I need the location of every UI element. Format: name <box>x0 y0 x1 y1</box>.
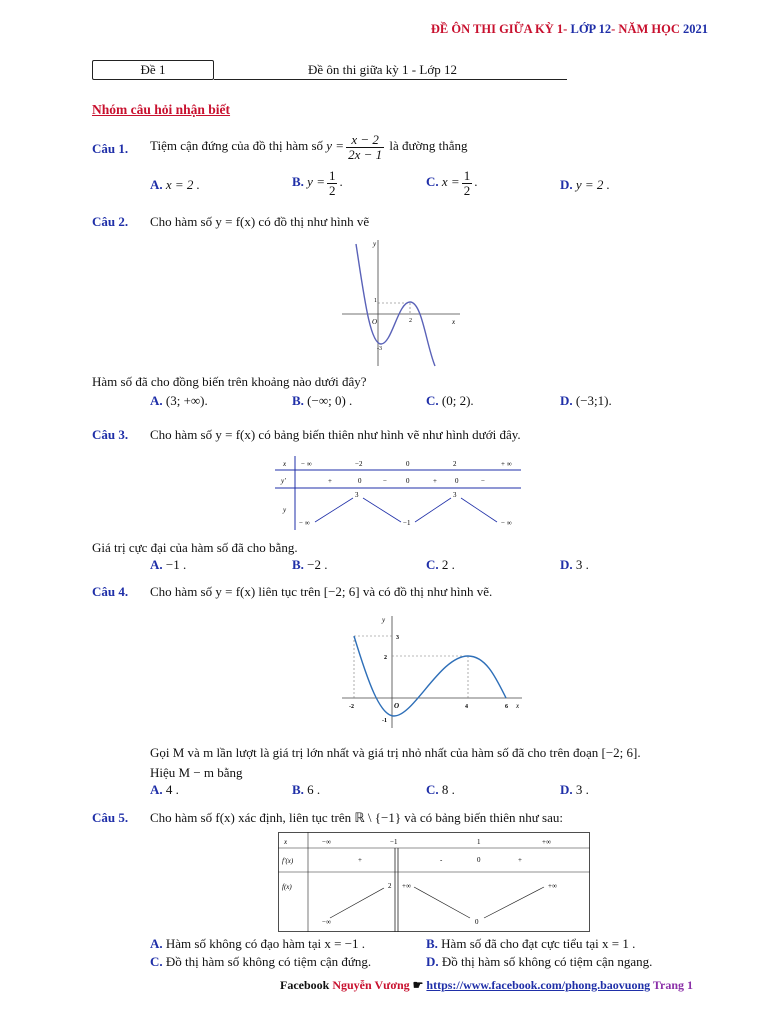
option-text: 6 . <box>307 782 321 797</box>
option-text: (−∞; 0) . <box>307 393 353 408</box>
q4-label: Câu 4. <box>92 584 129 599</box>
option-letter: C. <box>426 393 439 408</box>
option-text: Đồ thị hàm số không có tiệm cận ngang. <box>441 954 653 969</box>
row-label-yprime: y' <box>281 477 286 485</box>
option-text: 3 . <box>575 782 589 797</box>
q4-question-line1: Gọi M và m lần lượt là giá trị lớn nhất và giá trị nhỏ nhất của hàm số đã cho trên đoạn [−2; 6]. <box>150 745 641 760</box>
f-value: 0 <box>475 918 479 926</box>
tick-label: 1 <box>374 298 377 304</box>
footer-page-number: Trang 1 <box>650 978 694 992</box>
tick-label: -3 <box>377 346 382 352</box>
q2-option-a <box>150 393 208 409</box>
header-prefix: ĐỀ ÔN THI GIỮA KỲ 1- <box>430 22 571 36</box>
sign: 0 <box>358 477 362 485</box>
option-letter: A. <box>150 177 163 192</box>
option-text: −1 . <box>165 557 187 572</box>
frac-den: 2 <box>463 182 471 198</box>
tick-label: 4 <box>465 704 468 710</box>
option-letter: B. <box>292 174 304 189</box>
arrow <box>315 498 353 522</box>
option-letter: B. <box>426 936 438 951</box>
q2-option-b <box>292 393 352 409</box>
footer-prefix: Facebook <box>280 978 333 992</box>
sign: − <box>481 477 485 485</box>
q2-text: Cho hàm số y = f(x) có đồ thị như hình vẽ <box>150 214 370 229</box>
tick-label: 3 <box>396 635 399 641</box>
origin-label: O <box>394 702 400 710</box>
title-underline <box>214 79 567 80</box>
f-value: 2 <box>388 882 392 890</box>
q1-option-b: B. y = $\frac{1}{2}$ . <box>292 167 343 198</box>
origin-label: O <box>372 318 378 326</box>
y-axis-label: y <box>373 240 377 248</box>
sign: + <box>433 477 437 485</box>
q1-label: Câu 1. <box>92 141 129 156</box>
q1-fraction <box>346 133 384 161</box>
option-letter: B. <box>292 557 304 572</box>
y-value: 3 <box>355 491 359 499</box>
q5-option-d <box>426 954 652 970</box>
q3-question: Giá trị cực đại của hàm số đã cho bằng. <box>92 540 298 555</box>
option-text: y = 2 . <box>575 177 610 192</box>
q5-option-c <box>150 954 371 970</box>
q1-func-den: 2x − 1 <box>348 146 383 162</box>
option-letter: A. <box>150 557 163 572</box>
q4-graph <box>336 612 526 730</box>
option-letter: C. <box>150 954 163 969</box>
q1-b-fraction <box>327 169 338 197</box>
option-letter: C. <box>426 557 439 572</box>
sign: 0 <box>406 477 410 485</box>
option-letter: A. <box>150 393 163 408</box>
q4-question-line2: Hiệu M − m bằng <box>150 765 243 780</box>
option-text: (3; +∞). <box>165 393 208 408</box>
option-text: Hàm số đã cho đạt cực tiểu tại x = 1 . <box>441 936 636 951</box>
x-value: 0 <box>406 460 410 468</box>
q5-label: Câu 5. <box>92 810 129 825</box>
q1-func-lhs: y = <box>326 138 345 153</box>
row-label-x: x <box>284 838 288 846</box>
pointing-hand-icon: ☛ <box>409 978 427 992</box>
option-letter: B. <box>292 393 304 408</box>
tick-label: -2 <box>349 704 354 710</box>
option-letter: B. <box>292 782 304 797</box>
q1-func-num: x − 2 <box>346 133 384 148</box>
q2-graph <box>340 236 465 368</box>
option-letter: D. <box>560 393 573 408</box>
sign: 0 <box>477 856 481 864</box>
x-value: +∞ <box>542 838 551 846</box>
sign: − <box>383 477 387 485</box>
q5-variation-table <box>278 832 590 932</box>
row-label-fprime: f'(x) <box>282 857 294 865</box>
y-value: −1 <box>403 519 411 527</box>
sign: + <box>518 856 522 864</box>
option-text: x = 2 . <box>165 177 200 192</box>
tick-label: 2 <box>409 318 412 324</box>
x-axis-label: x <box>516 702 520 710</box>
option-letter: A. <box>150 936 163 951</box>
option-text: 8 . <box>441 782 455 797</box>
header-grade: LỚP 12 <box>570 22 612 36</box>
q3-variation-table <box>275 452 523 532</box>
q1-option-d <box>560 177 610 193</box>
tick-label: -1 <box>382 718 387 724</box>
q2-option-c <box>426 393 474 409</box>
tick-label: 2 <box>384 655 387 661</box>
table-border <box>279 833 590 932</box>
option-text: y = <box>307 174 325 189</box>
exam-number-box: Đề 1 <box>92 60 214 80</box>
option-letter: C. <box>426 782 439 797</box>
doc-title: Đề ôn thi giữa kỳ 1 - Lớp 12 <box>308 62 457 77</box>
q1-text-a: Tiệm cận đứng của đồ thị hàm số <box>150 138 324 153</box>
option-text: 2 . <box>441 557 455 572</box>
x-value: 2 <box>453 460 457 468</box>
q3-option-c <box>426 557 455 573</box>
page-footer <box>280 978 693 993</box>
arrow <box>461 498 497 522</box>
sign: 0 <box>455 477 459 485</box>
y-value: − ∞ <box>299 519 310 527</box>
q5-option-a <box>150 936 365 952</box>
f-value: +∞ <box>548 882 557 890</box>
sign: - <box>440 856 443 864</box>
row-label-x: x <box>283 460 287 468</box>
q3-option-a <box>150 557 186 573</box>
function-curve <box>354 636 506 716</box>
q3-option-d <box>560 557 589 573</box>
x-value: − ∞ <box>301 460 312 468</box>
arrow <box>414 887 470 918</box>
q4-option-d <box>560 782 589 798</box>
option-text: Hàm số không có đạo hàm tại x = −1 . <box>165 936 366 951</box>
section-title: Nhóm câu hỏi nhận biết <box>92 102 231 117</box>
option-letter: D. <box>560 557 573 572</box>
y-value: − ∞ <box>501 519 512 527</box>
q4-text: Cho hàm số y = f(x) liên tục trên [−2; 6] và có đồ thị như hình vẽ. <box>150 584 493 599</box>
y-axis-label: y <box>382 616 386 624</box>
row-label-y: y <box>283 506 287 514</box>
option-letter: C. <box>426 174 439 189</box>
option-text: (0; 2). <box>441 393 474 408</box>
q5-option-b <box>426 936 635 952</box>
q1-option-c: C. x = $\frac{1}{2}$ . <box>426 167 478 198</box>
y-value: 3 <box>453 491 457 499</box>
page-header <box>431 22 708 37</box>
q4-option-b <box>292 782 320 798</box>
sign: + <box>358 856 362 864</box>
q3-option-b <box>292 557 328 573</box>
row-label-f: f(x) <box>282 883 292 891</box>
x-value: 1 <box>477 838 481 846</box>
tick-label: 6 <box>505 704 508 710</box>
option-text: x = <box>441 174 460 189</box>
x-value: −2 <box>355 460 363 468</box>
header-year: 2021 <box>683 22 708 36</box>
footer-link[interactable]: https://www.facebook.com/phong.baovuong <box>426 978 651 992</box>
q1-option-a <box>150 177 200 193</box>
frac-num: 1 <box>328 167 336 183</box>
option-letter: D. <box>560 782 573 797</box>
frac-num: 1 <box>463 167 471 183</box>
q1-text-b: là đường thẳng <box>389 138 468 153</box>
q1-c-fraction <box>462 169 473 197</box>
q2-option-d <box>560 393 612 409</box>
option-letter: A. <box>150 782 163 797</box>
q2-question: Hàm số đã cho đồng biến trên khoảng nào dưới đây? <box>92 374 367 389</box>
f-value: −∞ <box>322 918 331 926</box>
x-value: −1 <box>390 838 398 846</box>
arrow <box>415 498 451 522</box>
arrow <box>330 888 384 918</box>
arrow <box>484 887 544 918</box>
q1-text <box>150 132 468 161</box>
arrow <box>363 498 401 522</box>
x-value: + ∞ <box>501 460 512 468</box>
q3-label: Câu 3. <box>92 427 129 442</box>
q4-option-c <box>426 782 455 798</box>
frac-den: 2 <box>328 182 336 198</box>
option-letter: D. <box>426 954 439 969</box>
option-text: 3 . <box>575 557 589 572</box>
x-value: −∞ <box>322 838 331 846</box>
q5-text: Cho hàm số f(x) xác định, liên tục trên ℝ \ {−1} và có bảng biến thiên như sau: <box>150 810 563 825</box>
q4-option-a <box>150 782 179 798</box>
sign: + <box>328 477 332 485</box>
option-text: −2 . <box>307 557 328 572</box>
header-suffix: - NĂM HỌC <box>611 22 683 36</box>
x-axis-label: x <box>452 318 456 326</box>
q3-text: Cho hàm số y = f(x) có bảng biến thiên như hình vẽ như hình dưới đây. <box>150 427 521 442</box>
function-curve <box>356 244 435 366</box>
option-text: Đồ thị hàm số không có tiệm cận đứng. <box>165 954 372 969</box>
option-letter: D. <box>560 177 573 192</box>
option-text: (−3;1). <box>575 393 612 408</box>
footer-author: Nguyễn Vương <box>332 978 410 992</box>
q2-label: Câu 2. <box>92 214 129 229</box>
f-value: +∞ <box>402 882 411 890</box>
option-text: 4 . <box>165 782 179 797</box>
